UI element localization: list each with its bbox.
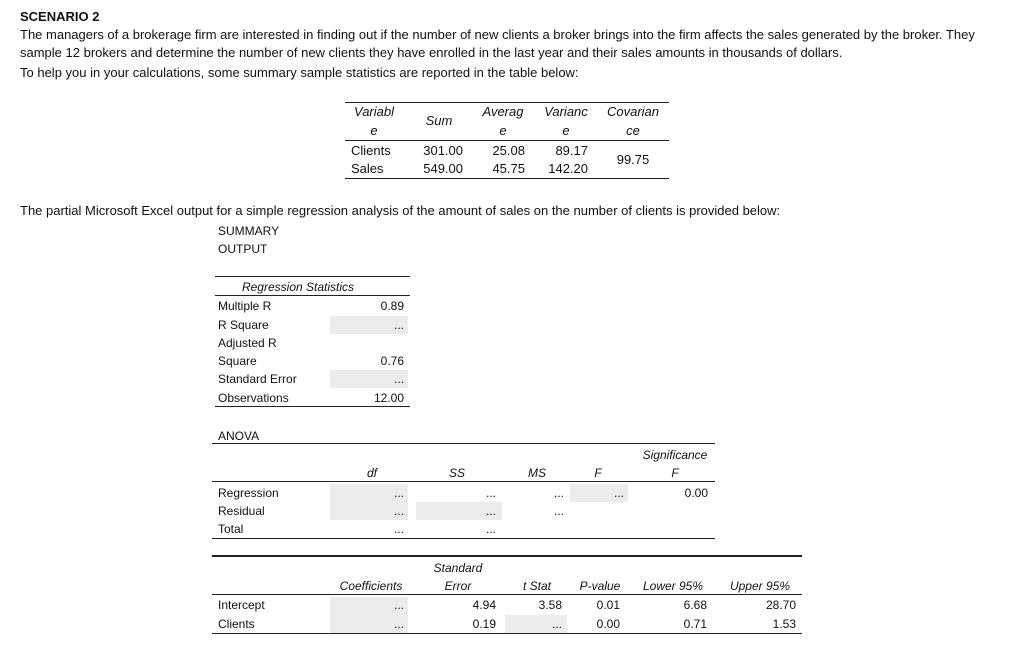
anova-regression-sig: 0.00 [684, 486, 708, 500]
row-clients-average: 25.08 [492, 143, 525, 158]
adjusted-r-label-2: Square [218, 354, 257, 368]
anova-regression-f: ... [613, 486, 624, 500]
coef-clients-p: 0.00 [596, 617, 620, 631]
regstats-bottom-rule [215, 406, 410, 407]
coef-header-p-value: P-value [579, 579, 621, 593]
standard-error-value: ... [393, 372, 404, 386]
table-top-rule [345, 102, 669, 103]
header-variance-2: e [562, 123, 570, 138]
coef-clients-lower: 0.71 [683, 617, 707, 631]
anova-residual-ms: ... [553, 504, 564, 518]
multiple-r-label: Multiple R [218, 299, 272, 313]
header-average-2: e [499, 123, 507, 138]
coef-intercept-upper: 28.70 [765, 598, 796, 612]
coef-clients-upper: 1.53 [772, 617, 796, 631]
coef-clients-t: ... [551, 617, 562, 631]
coef-clients-value: ... [393, 617, 404, 631]
row-clients-label: Clients [351, 143, 391, 158]
coef-header-upper: Upper 95% [729, 579, 791, 593]
coef-header-lower: Lower 95% [642, 579, 704, 593]
anova-header-ss: SS [448, 466, 465, 480]
coef-clients-se: 0.19 [472, 617, 496, 631]
header-covariance-2: ce [626, 123, 640, 138]
anova-residual-label: Residual [218, 504, 265, 518]
header-covariance-1: Covarian [606, 104, 660, 119]
covariance-value: 99.75 [616, 152, 650, 167]
coef-header-se-1: Standard [433, 561, 483, 575]
excel-output-intro: The partial Microsoft Excel output for a simple regression analysis of the amount of sales on the number of clients is provided below: [20, 203, 781, 218]
r-square-value: ... [393, 318, 404, 332]
anova-regression-label: Regression [218, 486, 279, 500]
anova-header-df: df [366, 466, 377, 480]
regstats-header: Regression Statistics [241, 280, 355, 294]
coef-header-t-stat: t Stat [522, 579, 551, 593]
coef-clients-label: Clients [218, 617, 255, 631]
anova-header-sig-2: F [671, 466, 679, 480]
coef-header-coefficients: Coefficients [339, 579, 403, 593]
anova-total-df: ... [393, 522, 404, 536]
anova-total-label: Total [218, 522, 244, 536]
coef-bottom-rule [212, 633, 802, 634]
anova-top-rule [212, 443, 715, 444]
row-clients-sum: 301.00 [423, 143, 463, 158]
r-square-label: R Square [218, 318, 269, 332]
anova-residual-ss: ... [485, 504, 496, 518]
regstats-top-rule [215, 276, 410, 277]
row-sales-label: Sales [351, 161, 384, 176]
standard-error-label: Standard Error [218, 372, 297, 386]
row-sales-variance: 142.20 [548, 161, 588, 176]
anova-header-sig-1: Significance [642, 448, 708, 462]
observations-label: Observations [218, 391, 289, 405]
coef-header-rule [212, 594, 802, 595]
anova-regression-ms: ... [553, 486, 564, 500]
anova-header-rule [212, 481, 715, 482]
coef-header-se-2: Error [444, 579, 472, 593]
observations-value: 12.00 [373, 391, 404, 405]
coef-intercept-se: 4.94 [472, 598, 496, 612]
anova-regression-ss: ... [485, 486, 496, 500]
regstats-header-rule [215, 295, 410, 296]
summary-output-title-1: SUMMARY [218, 224, 280, 238]
table-header-rule [345, 140, 669, 141]
header-sum: Sum [425, 113, 453, 128]
coef-top-rule [212, 555, 802, 557]
row-sales-average: 45.75 [492, 161, 525, 176]
row-sales-sum: 549.00 [423, 161, 463, 176]
header-variance-1: Varianc [544, 104, 588, 119]
scenario-paragraph-2: To help you in your calculations, some summary sample statistics are reported in the table below: [20, 65, 579, 80]
adjusted-r-label-1: Adjusted R [218, 336, 277, 350]
anova-header-ms: MS [528, 466, 546, 480]
row-clients-variance: 89.17 [555, 143, 588, 158]
header-average-1: Averag [482, 104, 524, 119]
anova-residual-df: ... [393, 504, 404, 518]
coef-intercept-t: 3.58 [538, 598, 562, 612]
table-bottom-rule [345, 178, 669, 179]
header-variable-2: e [370, 123, 378, 138]
anova-header-f: F [594, 466, 602, 480]
anova-total-ss: ... [485, 522, 496, 536]
coef-intercept-label: Intercept [218, 598, 265, 612]
header-variable-1: Variabl [354, 104, 394, 119]
coef-intercept-lower: 6.68 [683, 598, 707, 612]
coef-intercept-p: 0.01 [596, 598, 620, 612]
anova-title: ANOVA [218, 429, 260, 443]
anova-regression-df: ... [393, 486, 404, 500]
scenario-paragraph-line-2: sample 12 brokers and determine the number of new clients they have enrolled in the last year and their sales amounts in thousands of dollars. [20, 45, 843, 60]
scenario-heading: SCENARIO 2 [20, 9, 100, 24]
scenario-paragraph-line-1: The managers of a brokerage firm are interested in finding out if the number of new clients a broker brings into the firm affects the sales generated by the broker. They [20, 27, 975, 42]
coef-intercept-value: ... [393, 598, 404, 612]
anova-bottom-rule [212, 538, 715, 539]
multiple-r-value: 0.89 [380, 299, 404, 313]
adjusted-r-value: 0.76 [380, 354, 404, 368]
summary-output-title-2: OUTPUT [218, 242, 268, 256]
